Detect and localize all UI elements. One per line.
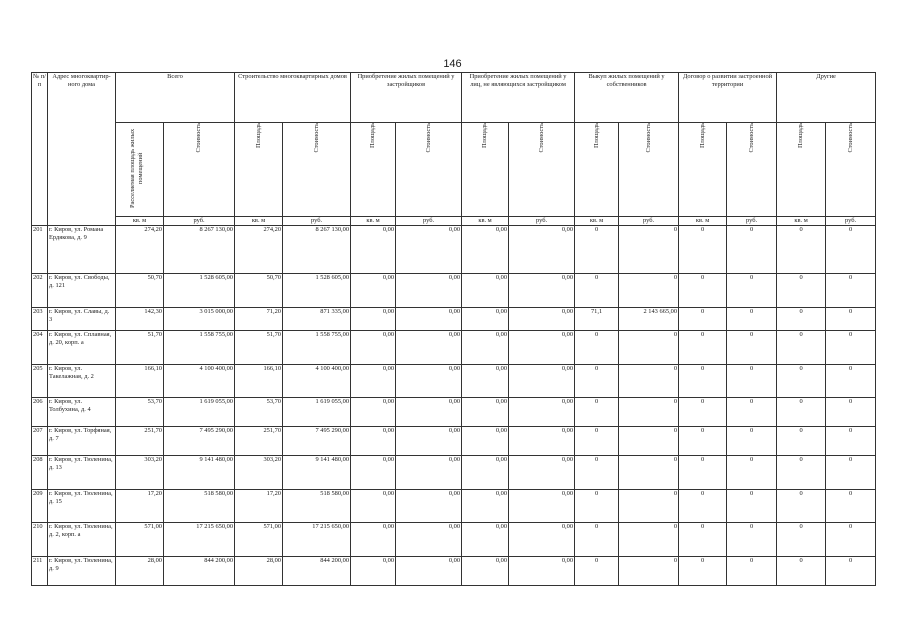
row-value: 0	[826, 557, 876, 586]
row-value: 0	[777, 274, 826, 308]
row-address: г. Киров, ул. Тюленина, д. 15	[48, 490, 116, 523]
row-value: 0	[575, 365, 619, 398]
row-value: 3 015 000,00	[164, 308, 235, 331]
row-value: 7 495 290,00	[164, 427, 235, 456]
row-value: 0,00	[351, 331, 396, 365]
subheader-area: Площадь	[777, 123, 826, 217]
header-development-agreement: Договор о развитии застроенной территории	[679, 73, 777, 123]
row-value: 0	[727, 226, 777, 274]
row-value: 571,00	[235, 523, 283, 557]
row-value: 17 215 650,00	[164, 523, 235, 557]
row-value: 0	[727, 398, 777, 427]
row-value: 0,00	[351, 398, 396, 427]
row-value: 28,00	[235, 557, 283, 586]
resettlement-table	[31, 72, 876, 586]
row-value: 0,00	[462, 557, 509, 586]
row-value: 1 619 055,00	[283, 398, 351, 427]
unit-area: кв. м	[351, 217, 396, 226]
row-value: 51,70	[116, 331, 164, 365]
header-other: Другие	[777, 73, 876, 123]
row-value: 0	[679, 365, 727, 398]
page-number: 146	[443, 58, 462, 70]
row-value: 251,70	[235, 427, 283, 456]
row-value: 0,00	[351, 226, 396, 274]
row-value: 303,20	[235, 456, 283, 490]
row-value: 0	[679, 308, 727, 331]
unit-cost: руб.	[396, 217, 462, 226]
row-value: 9 141 480,00	[164, 456, 235, 490]
row-value: 0,00	[462, 456, 509, 490]
row-value: 0,00	[509, 427, 575, 456]
row-value: 0,00	[462, 226, 509, 274]
row-value: 28,00	[116, 557, 164, 586]
row-value: 0,00	[396, 365, 462, 398]
row-value: 0,00	[509, 523, 575, 557]
row-value: 0	[679, 557, 727, 586]
row-value: 0	[727, 427, 777, 456]
row-value: 0	[619, 331, 679, 365]
row-value: 0	[777, 226, 826, 274]
unit-cost: руб.	[727, 217, 777, 226]
row-value: 0	[826, 365, 876, 398]
table-row	[32, 523, 876, 557]
row-value: 0,00	[509, 490, 575, 523]
row-value: 0	[826, 490, 876, 523]
subheader-area: Площадь	[235, 123, 283, 217]
row-value: 571,00	[116, 523, 164, 557]
row-value: 0	[826, 274, 876, 308]
row-value: 0,00	[462, 523, 509, 557]
row-value: 303,20	[116, 456, 164, 490]
row-number: 209	[32, 490, 48, 523]
row-value: 0,00	[462, 398, 509, 427]
row-value: 166,10	[235, 365, 283, 398]
row-address: г. Киров, ул. Романа Ердякова, д. 9	[48, 226, 116, 274]
row-value: 0,00	[351, 456, 396, 490]
row-value: 0	[727, 523, 777, 557]
row-value: 0	[826, 226, 876, 274]
row-address: г. Киров, ул. Торфяная, д. 7	[48, 427, 116, 456]
table-row	[32, 456, 876, 490]
row-value: 0	[679, 456, 727, 490]
row-value: 0	[619, 365, 679, 398]
row-value: 0	[679, 331, 727, 365]
row-number: 205	[32, 365, 48, 398]
unit-cost: руб.	[619, 217, 679, 226]
unit-area: кв. м	[777, 217, 826, 226]
row-value: 0	[679, 226, 727, 274]
row-value: 0,00	[351, 523, 396, 557]
row-value: 4 100 400,00	[164, 365, 235, 398]
header-buyout: Выкуп жилых помещений у собственников	[575, 73, 679, 123]
row-value: 0	[727, 274, 777, 308]
row-value: 17,20	[235, 490, 283, 523]
row-value: 0	[619, 490, 679, 523]
row-value: 0,00	[509, 226, 575, 274]
row-value: 50,70	[235, 274, 283, 308]
row-value: 0	[727, 331, 777, 365]
row-value: 0,00	[396, 490, 462, 523]
row-value: 0,00	[509, 331, 575, 365]
row-value: 0	[575, 331, 619, 365]
row-value: 0	[575, 226, 619, 274]
row-value: 53,70	[116, 398, 164, 427]
subheader-cost: Стоимость	[164, 123, 235, 217]
row-value: 0,00	[351, 308, 396, 331]
unit-area: кв. м	[116, 217, 164, 226]
row-value: 0	[777, 308, 826, 331]
row-value: 0,00	[396, 456, 462, 490]
table-row	[32, 308, 876, 331]
row-address: г. Киров, ул. Тюленина, д. 13	[48, 456, 116, 490]
row-value: 0	[619, 523, 679, 557]
row-address: г. Киров, ул. Славы, д. 3	[48, 308, 116, 331]
row-value: 51,70	[235, 331, 283, 365]
row-value: 71,20	[235, 308, 283, 331]
header-total: Всего	[116, 73, 235, 123]
subheader-area: Площадь	[351, 123, 396, 217]
table-row	[32, 490, 876, 523]
row-address: г. Киров, ул. Тюленина, д. 2, корп. а	[48, 523, 116, 557]
row-value: 0	[679, 274, 727, 308]
table-row	[32, 398, 876, 427]
row-value: 0	[826, 427, 876, 456]
row-value: 0,00	[509, 557, 575, 586]
row-value: 0,00	[396, 557, 462, 586]
row-value: 0,00	[462, 274, 509, 308]
row-value: 0	[826, 398, 876, 427]
row-value: 0,00	[509, 308, 575, 331]
row-value: 0,00	[509, 398, 575, 427]
subheader-resettled-area: Расселяемая площадь жилых помещений	[116, 123, 164, 217]
row-number: 202	[32, 274, 48, 308]
row-value: 1 528 605,00	[283, 274, 351, 308]
row-value: 844 200,00	[283, 557, 351, 586]
row-value: 0	[727, 456, 777, 490]
row-value: 8 267 130,00	[283, 226, 351, 274]
row-value: 0,00	[462, 331, 509, 365]
subheader-cost: Стоимость	[283, 123, 351, 217]
row-value: 0	[575, 274, 619, 308]
row-value: 0	[727, 365, 777, 398]
row-value: 0	[679, 523, 727, 557]
row-value: 0,00	[396, 308, 462, 331]
row-value: 71,1	[575, 308, 619, 331]
unit-cost: руб.	[283, 217, 351, 226]
row-value: 1 558 755,00	[283, 331, 351, 365]
row-value: 142,30	[116, 308, 164, 331]
row-value: 0,00	[462, 308, 509, 331]
row-value: 0	[777, 456, 826, 490]
row-value: 0,00	[351, 365, 396, 398]
row-value: 274,20	[116, 226, 164, 274]
header-purchase-developers: Приобретение жилых помещений у застройщиков	[351, 73, 462, 123]
row-value: 1 558 755,00	[164, 331, 235, 365]
unit-area: кв. м	[462, 217, 509, 226]
row-value: 166,10	[116, 365, 164, 398]
row-number: 207	[32, 427, 48, 456]
unit-cost: руб.	[826, 217, 876, 226]
row-value: 0	[575, 557, 619, 586]
row-value: 0,00	[396, 226, 462, 274]
subheader-area: Площадь	[575, 123, 619, 217]
row-value: 0,00	[396, 523, 462, 557]
row-value: 0	[679, 490, 727, 523]
row-value: 274,20	[235, 226, 283, 274]
row-value: 17 215 650,00	[283, 523, 351, 557]
row-value: 0	[777, 365, 826, 398]
row-value: 0	[679, 398, 727, 427]
row-value: 0	[777, 523, 826, 557]
subheader-cost: Стоимость	[396, 123, 462, 217]
subheader-area: Площадь	[679, 123, 727, 217]
row-value: 518 580,00	[283, 490, 351, 523]
subheader-area: Площадь	[462, 123, 509, 217]
subheader-cost: Стоимость	[509, 123, 575, 217]
row-number: 206	[32, 398, 48, 427]
row-value: 1 619 055,00	[164, 398, 235, 427]
row-value: 0	[727, 308, 777, 331]
row-number: 204	[32, 331, 48, 365]
table-row	[32, 274, 876, 308]
row-value: 0,00	[351, 557, 396, 586]
table-row	[32, 427, 876, 456]
row-address: г. Киров, ул. Свободы, д. 121	[48, 274, 116, 308]
subheader-cost: Стоимость	[727, 123, 777, 217]
row-value: 518 580,00	[164, 490, 235, 523]
row-address: г. Киров, ул. Сплавная, д. 20, корп. а	[48, 331, 116, 365]
row-value: 0	[575, 456, 619, 490]
row-value: 0	[575, 490, 619, 523]
row-value: 17,20	[116, 490, 164, 523]
row-value: 0	[619, 274, 679, 308]
row-value: 4 100 400,00	[283, 365, 351, 398]
row-value: 0	[826, 331, 876, 365]
unit-area: кв. м	[575, 217, 619, 226]
row-value: 0	[575, 398, 619, 427]
row-value: 1 528 605,00	[164, 274, 235, 308]
header-construction: Строительство многоквартирных домов	[235, 73, 351, 123]
table-row	[32, 365, 876, 398]
row-value: 0,00	[351, 427, 396, 456]
row-number: 211	[32, 557, 48, 586]
row-value: 0	[826, 308, 876, 331]
row-value: 0,00	[396, 331, 462, 365]
row-value: 0	[826, 523, 876, 557]
table-row	[32, 226, 876, 274]
unit-cost: руб.	[509, 217, 575, 226]
row-value: 844 200,00	[164, 557, 235, 586]
row-number: 208	[32, 456, 48, 490]
row-value: 0	[679, 427, 727, 456]
row-address: г. Киров, ул. Тюленина, д. 9	[48, 557, 116, 586]
row-value: 0,00	[396, 274, 462, 308]
row-value: 0,00	[462, 490, 509, 523]
row-value: 0,00	[509, 456, 575, 490]
row-value: 50,70	[116, 274, 164, 308]
row-value: 0	[777, 427, 826, 456]
row-value: 0,00	[462, 365, 509, 398]
row-value: 0,00	[509, 274, 575, 308]
table-body	[32, 226, 876, 586]
row-value: 0,00	[351, 490, 396, 523]
row-value: 0	[777, 398, 826, 427]
unit-cost: руб.	[164, 217, 235, 226]
row-value: 0	[575, 427, 619, 456]
row-value: 0	[727, 557, 777, 586]
row-value: 0,00	[509, 365, 575, 398]
header-purchase-non-developers: Приобретение жилых помещений у лиц, не являющихся застройщиком	[462, 73, 575, 123]
row-value: 0	[575, 523, 619, 557]
row-value: 871 335,00	[283, 308, 351, 331]
header-address: Адрес многоквартир-ного дома	[48, 73, 116, 226]
unit-area: кв. м	[679, 217, 727, 226]
subheader-cost: Стоимость	[619, 123, 679, 217]
row-value: 0	[619, 456, 679, 490]
row-value: 2 143 665,00	[619, 308, 679, 331]
unit-area: кв. м	[235, 217, 283, 226]
row-number: 203	[32, 308, 48, 331]
row-number: 201	[32, 226, 48, 274]
row-value: 0	[826, 456, 876, 490]
row-value: 0	[619, 557, 679, 586]
row-value: 251,70	[116, 427, 164, 456]
row-value: 0,00	[351, 274, 396, 308]
row-address: г. Киров, ул. Такелажная, д. 2	[48, 365, 116, 398]
row-value: 0	[619, 427, 679, 456]
row-value: 8 267 130,00	[164, 226, 235, 274]
row-value: 0	[777, 331, 826, 365]
row-value: 0,00	[396, 398, 462, 427]
row-value: 0	[619, 398, 679, 427]
row-value: 7 495 290,00	[283, 427, 351, 456]
row-number: 210	[32, 523, 48, 557]
row-value: 0	[727, 490, 777, 523]
row-value: 9 141 480,00	[283, 456, 351, 490]
header-num: № п/п	[32, 73, 48, 226]
row-value: 0	[777, 557, 826, 586]
table-row	[32, 557, 876, 586]
row-value: 0	[777, 490, 826, 523]
row-value: 53,70	[235, 398, 283, 427]
row-value: 0,00	[462, 427, 509, 456]
subheader-cost: Стоимость	[826, 123, 876, 217]
row-value: 0,00	[396, 427, 462, 456]
table-row	[32, 331, 876, 365]
row-value: 0	[619, 226, 679, 274]
row-address: г. Киров, ул. Толбухина, д. 4	[48, 398, 116, 427]
